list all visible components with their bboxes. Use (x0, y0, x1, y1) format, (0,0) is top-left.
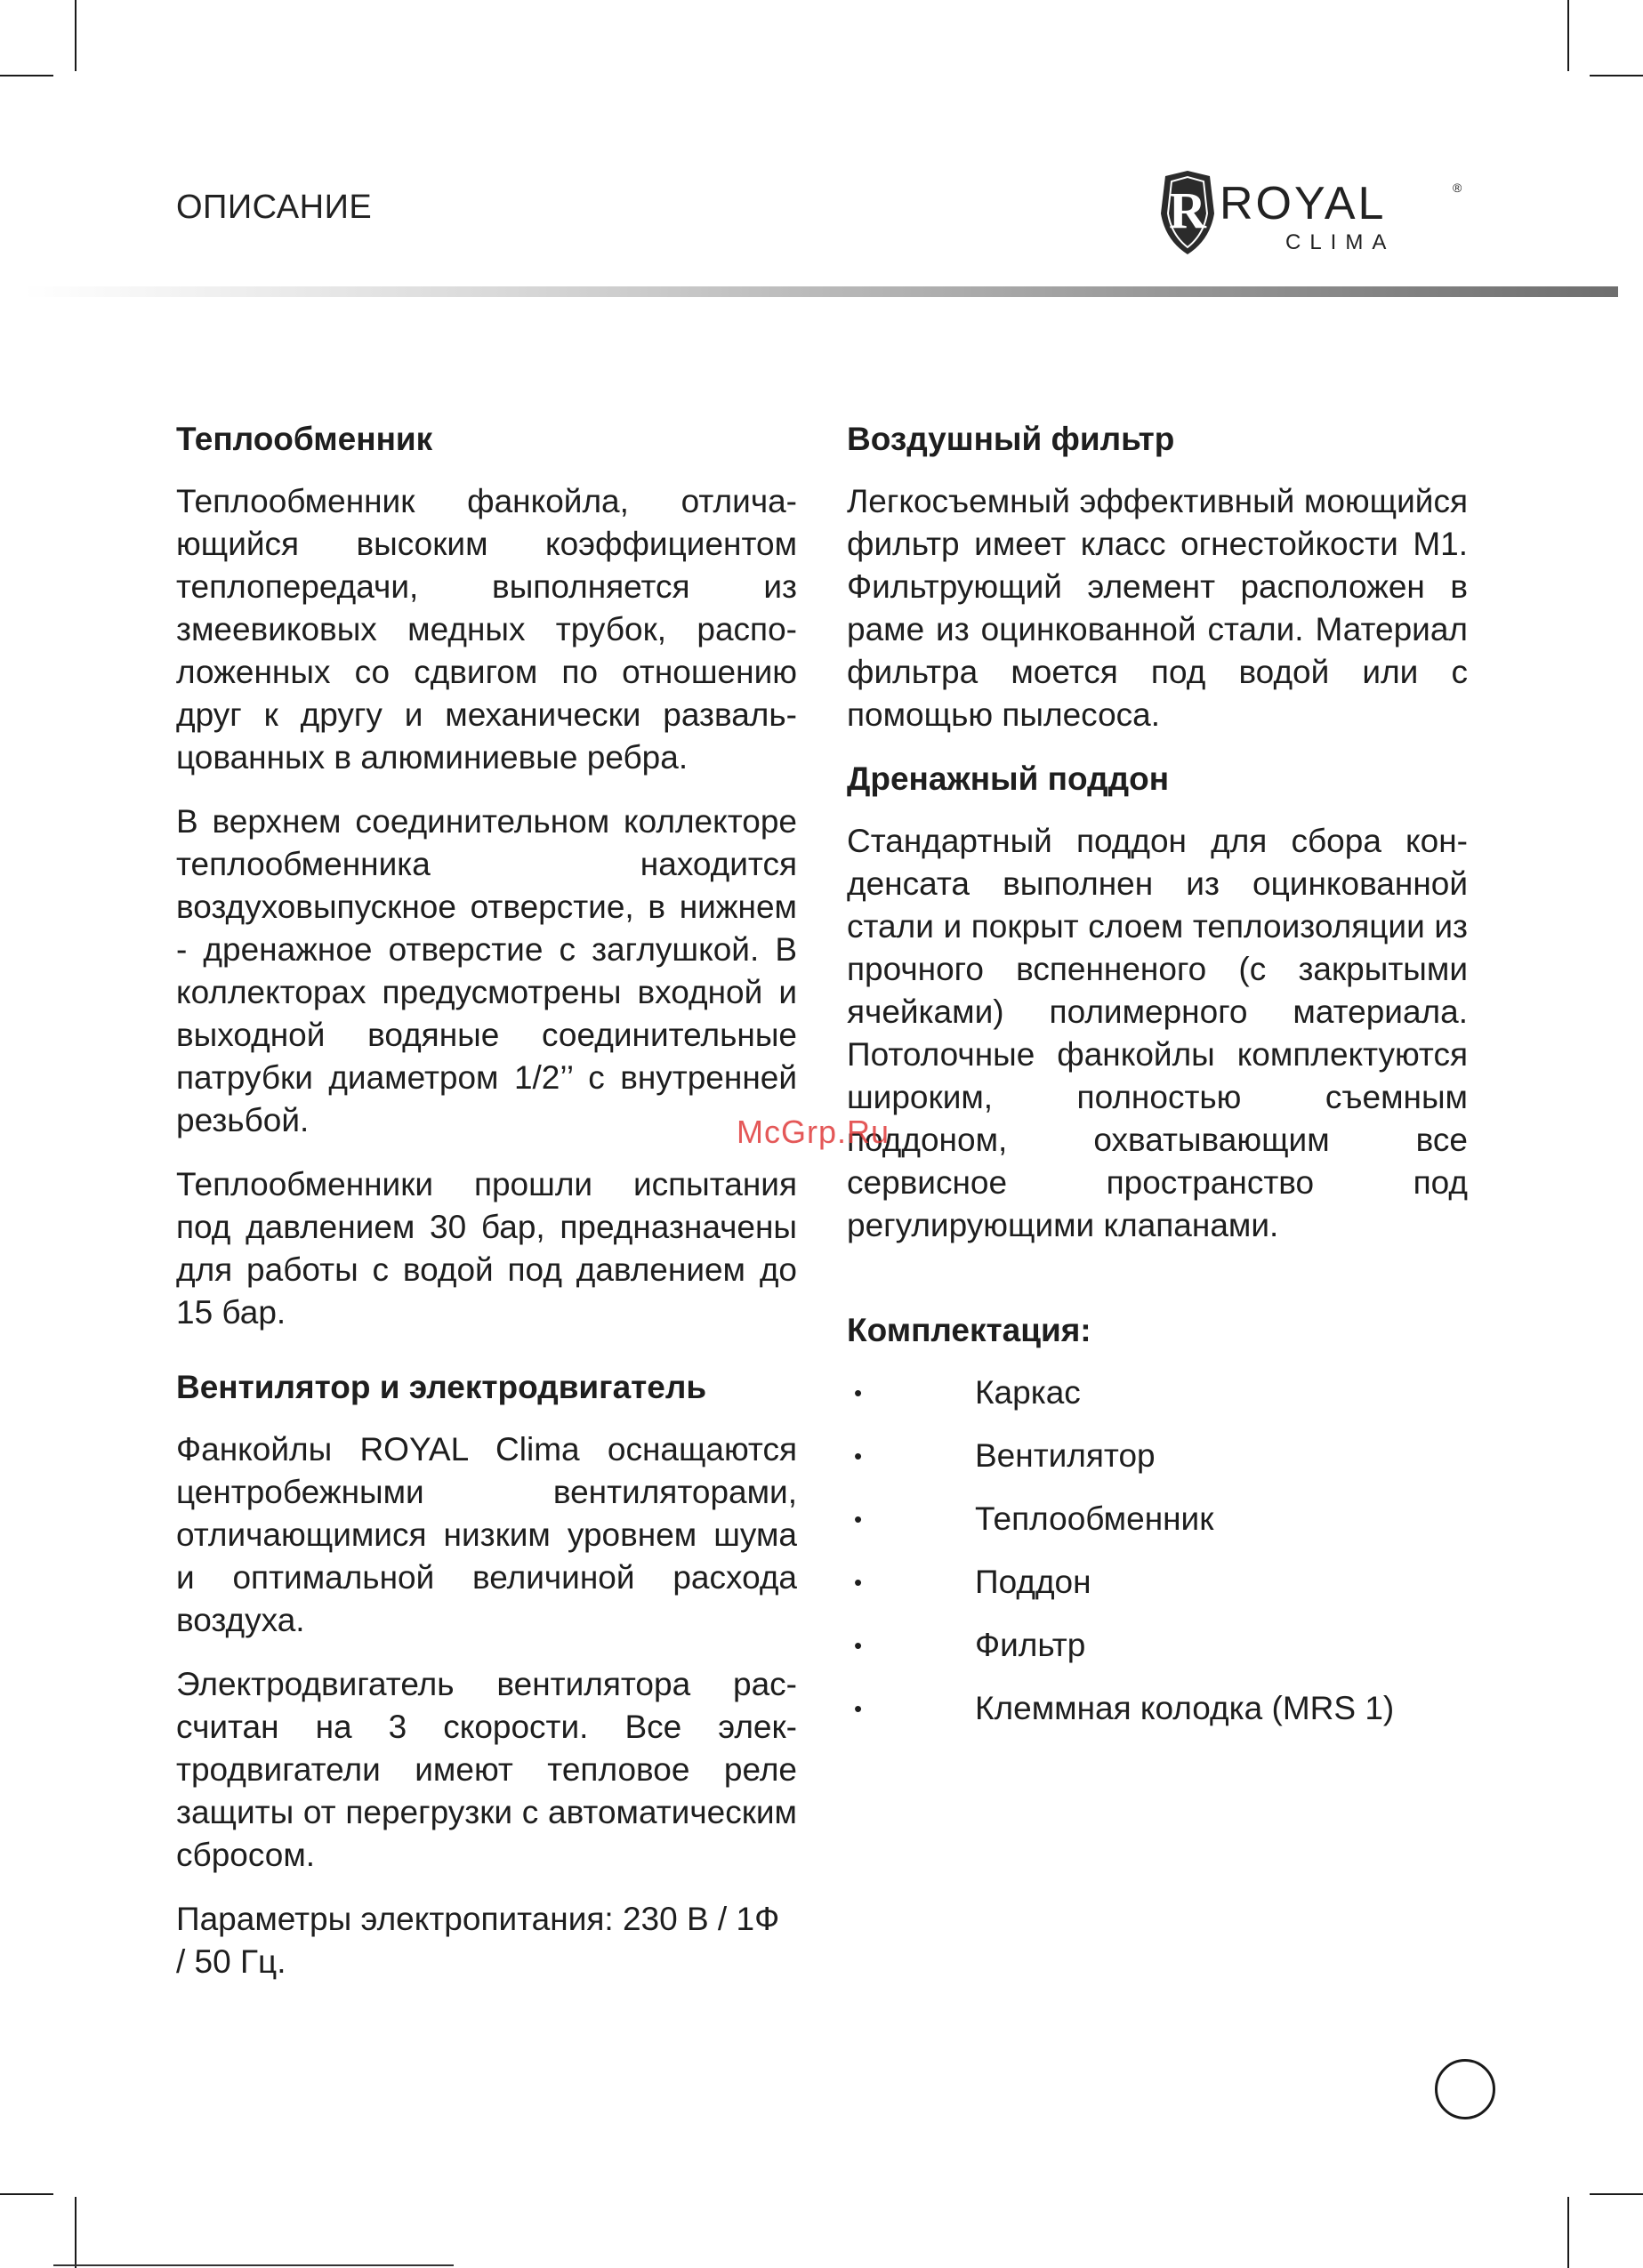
crop-mark (0, 2193, 53, 2195)
bullet-icon: • (854, 1569, 863, 1596)
crop-mark (1567, 2197, 1569, 2268)
bottom-divider (53, 2264, 454, 2266)
right-column (847, 418, 1468, 1750)
kit-list (847, 1371, 1468, 1750)
kit-heading: Комплектация: (847, 1312, 1091, 1348)
logo-letter: R (1169, 181, 1206, 239)
crop-mark (75, 0, 77, 71)
kit-list-item: • Фильтр (847, 1624, 1468, 1687)
fan-motor-paragraph: Электродвигатель вентилятора рассчитан на 3 скорости. Все электродвигатели имеют тепловое реле защиты от перегрузки с автоматическим сбросом. (176, 1666, 797, 1873)
royal-clima-logo (1161, 169, 1472, 258)
crop-mark (1590, 75, 1643, 76)
crop-mark (1590, 2193, 1643, 2195)
left-column (176, 418, 797, 2005)
heat-exchanger-paragraph: Теплообменник фанкойла, отличающийся высоким коэффициентом теплопередачи, выполняется из змеевиковых медных трубок, расположенных со сдвигом по отношению друг к другу и механически развальцованных в алюминиевые ребра. (176, 483, 797, 776)
bullet-icon: • (854, 1506, 863, 1532)
drain-pan-heading: Дренажный поддон (847, 760, 1170, 797)
kit-list-item: • Теплообменник (847, 1498, 1468, 1561)
header-divider (24, 286, 1618, 297)
page-number-circle (1435, 2059, 1495, 2119)
watermark: McGrp.Ru (737, 1114, 890, 1150)
heat-exchanger-heading: Теплообменник (176, 421, 433, 457)
heat-exchanger-paragraph: В верхнем соединительном коллекторе теплообменника находится воздуховыпускное отверстие, в нижнем - дренажное отверстие с заглушкой. В коллекторах предусмотрены входной и выходной водяные соединительные патрубки диаметром 1/2’’ с внутренней резьбой. (176, 803, 797, 1138)
air-filter-paragraph: Легкосъемный эффективный моющийся фильтр имеет класс огнестойкости М1. Фильтрующий элемент расположен в раме из оцинкованной стали. Материал фильтра моется под водой или с помощью пылесоса. (847, 483, 1468, 733)
fan-motor-paragraph: Фанкойлы ROYAL Clima оснащаются центробежными вентиляторами, отличающимися низким уровнем шума и оптимальной величиной расхода воздуха. (176, 1431, 797, 1638)
logo-registered: ® (1453, 181, 1462, 195)
bullet-icon: • (854, 1632, 863, 1659)
bullet-icon: • (854, 1695, 863, 1722)
drain-pan-paragraph: Стандартный поддон для сбора конденсата выполнен из оцинкованной стали и покрыт слоем теплоизоляции из прочного вспенненого (с закрытыми ячейками) полимерного материала. Потолочные фанкойлы комплектуются широким, полностью съемным поддоном, охватывающим все сервисное пространство под регулирующими клапанами. (847, 823, 1468, 1243)
fan-motor-heading: Вентилятор и электродвигатель (176, 1369, 707, 1405)
logo-main-text: ROYAL (1220, 178, 1387, 229)
kit-list-item: • Каркас (847, 1371, 1468, 1435)
kit-list-item: • Клеммная колодка (MRS 1) (847, 1687, 1468, 1750)
crop-mark (1567, 0, 1569, 71)
bullet-icon: • (854, 1379, 863, 1406)
power-params-paragraph: Параметры электропитания: 230 В / 1Ф / 50 Гц. (176, 1901, 780, 1980)
air-filter-heading: Воздушный фильтр (847, 421, 1175, 457)
logo-sub-text: CLIMA (1285, 230, 1396, 254)
kit-list-item: • Вентилятор (847, 1435, 1468, 1498)
crop-mark (0, 75, 53, 76)
bullet-icon: • (854, 1443, 863, 1469)
crop-mark (75, 2197, 77, 2268)
page-section-title: ОПИСАНИЕ (176, 189, 373, 226)
kit-list-item: • Поддон (847, 1561, 1468, 1624)
heat-exchanger-paragraph: Теплообменники прошли испытания под давлением 30 бар, предназначены для работы с водой под давлением до 15 бар. (176, 1166, 797, 1331)
